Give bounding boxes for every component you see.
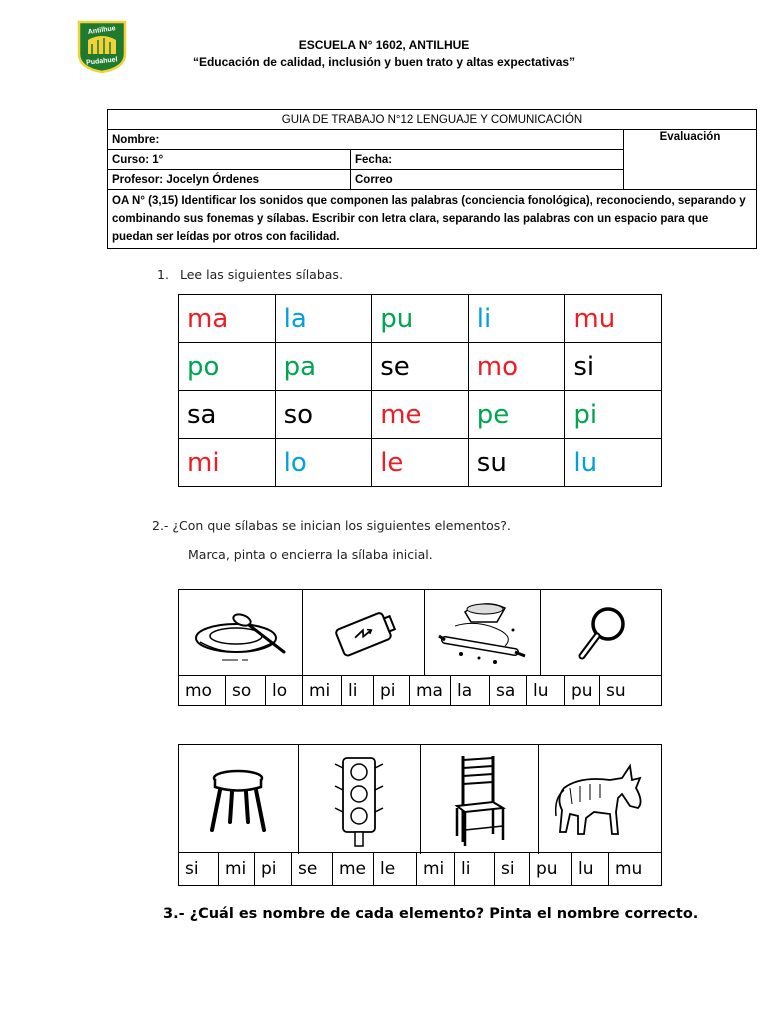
syllable-option[interactable]: mi xyxy=(219,853,255,885)
syllable-option[interactable]: pi xyxy=(374,676,410,705)
syllable-option[interactable]: pu xyxy=(565,676,600,705)
syllable-cell: mu xyxy=(565,295,662,343)
syllable-option[interactable]: li xyxy=(342,676,374,705)
logo-text-bottom: Pudahuel xyxy=(85,56,118,67)
syllable-option[interactable]: lu xyxy=(572,853,609,885)
syllable-cell: li xyxy=(468,295,565,343)
syllable-option[interactable]: mo xyxy=(179,676,226,705)
course-field[interactable]: Curso: 1° xyxy=(108,150,351,170)
syllable-cell: mo xyxy=(468,343,565,391)
name-field[interactable]: Nombre: xyxy=(108,130,624,150)
syllable-row xyxy=(179,439,662,487)
syllable-option[interactable]: so xyxy=(226,676,266,705)
syllable-cell: lu xyxy=(565,439,662,487)
syllable-cell: se xyxy=(372,343,469,391)
syllable-option[interactable]: le xyxy=(374,853,417,885)
evaluation-cell[interactable]: Evaluación xyxy=(624,130,757,190)
syllable-option[interactable]: mi xyxy=(417,853,455,885)
battery-icon xyxy=(303,590,425,676)
logo-text-top: Antilhue xyxy=(87,25,117,36)
guide-title: GUIA DE TRABAJO N°12 LENGUAJE Y COMUNICACIÓN xyxy=(108,110,757,130)
syllable-option[interactable]: sa xyxy=(490,676,527,705)
syllable-option[interactable]: mu xyxy=(615,859,643,879)
item2-question: 2.- ¿Con que sílabas se inician los siguientes elementos?. xyxy=(152,518,511,533)
stool-icon xyxy=(179,745,299,854)
syllable-cell: pu xyxy=(372,295,469,343)
syllable-option[interactable]: su xyxy=(606,680,626,701)
syllable-cell: sa xyxy=(179,391,276,439)
syllable-cell: lo xyxy=(275,439,372,487)
picture-strip-2 xyxy=(178,744,662,886)
date-field[interactable]: Fecha: xyxy=(351,150,624,170)
item1-number: 1. xyxy=(157,267,169,282)
info-table xyxy=(107,109,757,249)
syllable-cell: su xyxy=(468,439,565,487)
item2-instruction: Marca, pinta o encierra la sílaba inicial. xyxy=(188,547,433,562)
plate-spoon-icon xyxy=(179,590,303,676)
item3-question: 3.- ¿Cuál es nombre de cada elemento? Pinta el nombre correcto. xyxy=(163,906,699,922)
syllable-cell: ma xyxy=(179,295,276,343)
syllable-option[interactable]: lo xyxy=(266,676,303,705)
syllable-row xyxy=(179,391,662,439)
syllable-option[interactable]: lu xyxy=(527,676,565,705)
syllable-cell: pi xyxy=(565,391,662,439)
syllable-option[interactable]: ma xyxy=(410,676,451,705)
syllable-cell: si xyxy=(565,343,662,391)
syllable-cell: pe xyxy=(468,391,565,439)
syllable-cell: po xyxy=(179,343,276,391)
item1-instruction: Lee las siguientes sílabas. xyxy=(180,267,343,282)
picture-strip-1 xyxy=(178,589,662,706)
syllable-cell: mi xyxy=(179,439,276,487)
syllable-option[interactable]: si xyxy=(179,853,219,885)
syllable-option[interactable]: la xyxy=(451,676,490,705)
flour-rolling-pin-icon xyxy=(425,590,541,676)
syllable-cell: so xyxy=(275,391,372,439)
syllable-option[interactable]: mi xyxy=(303,676,342,705)
email-field[interactable]: Correo xyxy=(351,170,624,190)
syllable-option[interactable]: li xyxy=(455,853,495,885)
school-name: ESCUELA N° 1602, ANTILHUE xyxy=(298,38,470,52)
syllable-row xyxy=(179,343,662,391)
syllable-option[interactable]: se xyxy=(292,853,333,885)
teacher-field: Profesor: Jocelyn Órdenes xyxy=(108,170,351,190)
strip-1-syllables xyxy=(179,675,661,705)
syllable-cell: le xyxy=(372,439,469,487)
donkey-icon xyxy=(539,745,661,854)
syllable-row xyxy=(179,295,662,343)
learning-objective: OA N° (3,15) Identificar los sonidos que componen las palabras (conciencia fonológica), reconociendo, separando y combinando sus fonemas y sílabas. Escribir con letra clara, separando las palabras con un espacio para que puedan ser leídas por otros con facilidad. xyxy=(108,190,757,249)
traffic-light-icon xyxy=(299,745,422,854)
magnifying-glass-icon xyxy=(541,590,661,676)
syllable-option[interactable]: pi xyxy=(255,853,292,885)
strip-2-syllables xyxy=(179,852,661,885)
school-motto: “Educación de calidad, inclusión y buen trato y altas expectativas” xyxy=(192,55,576,69)
syllable-cell: me xyxy=(372,391,469,439)
syllable-grid xyxy=(178,294,662,487)
syllable-option[interactable]: me xyxy=(333,853,374,885)
syllable-cell: pa xyxy=(275,343,372,391)
chair-icon xyxy=(421,745,539,854)
syllable-option[interactable]: pu xyxy=(530,853,572,885)
syllable-cell: la xyxy=(275,295,372,343)
syllable-option[interactable]: si xyxy=(495,853,530,885)
